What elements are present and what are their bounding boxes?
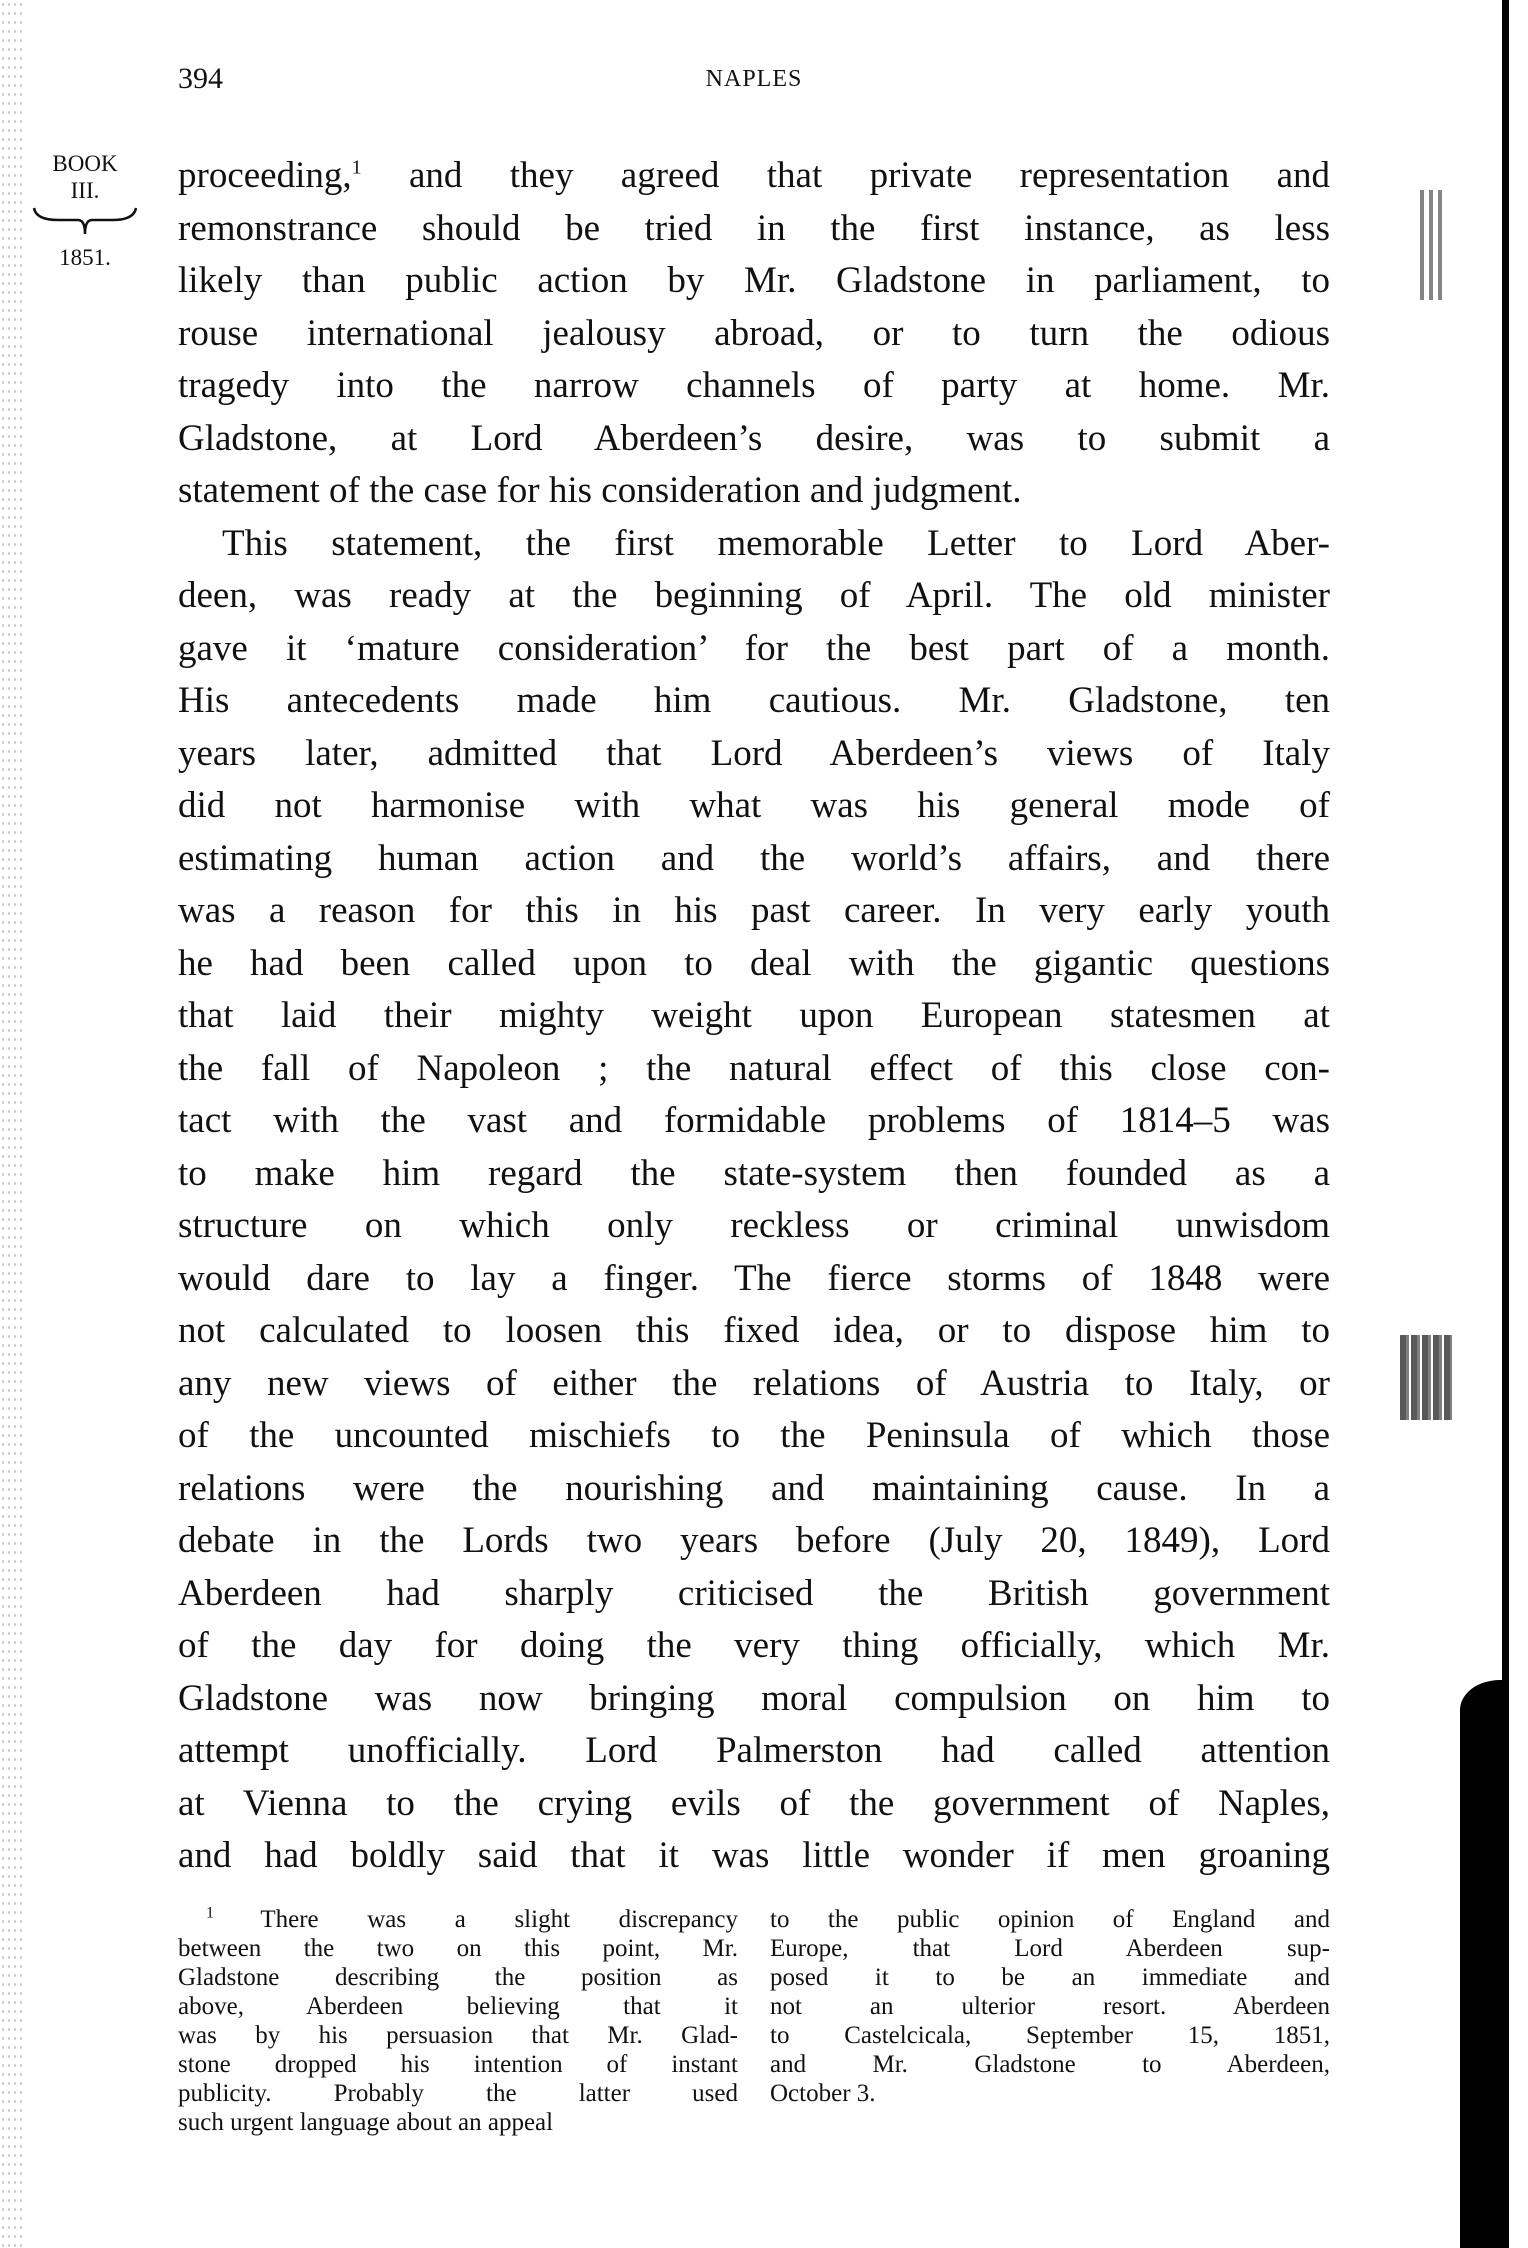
footnote-line: between the two on this point, Mr. xyxy=(178,1935,738,1962)
text-line: Gladstone, at Lord Aberdeen’s desire, was to submit a xyxy=(178,417,1330,459)
text-line: of the day for doing the very thing officially, which Mr. xyxy=(178,1625,1330,1666)
text-line: statement of the case for his consideration and judgment. xyxy=(178,470,1022,511)
text-line: remonstrance should be tried in the first instance, as less xyxy=(178,207,1330,249)
paragraph xyxy=(178,518,1330,1883)
text-line: relations were the nourishing and maintaining cause. In a xyxy=(178,1467,1330,1509)
body-text xyxy=(178,150,1330,1883)
footnote-column-right xyxy=(770,1905,1330,2108)
scan-artifact xyxy=(1400,1335,1452,1420)
text-line: did not harmonise with what was his general mode of xyxy=(178,785,1330,826)
text-line: at Vienna to the crying evils of the government of Naples, xyxy=(178,1782,1330,1824)
brace-icon xyxy=(30,204,140,238)
footnote-line: not an ulterior resort. Aberdeen xyxy=(770,1993,1330,2020)
paragraph xyxy=(178,150,1330,518)
text-line: years later, admitted that Lord Aberdeen’s views of Italy xyxy=(178,732,1330,774)
footnote-line: stone dropped his intention of instant xyxy=(178,2051,738,2078)
text-line: gave it ‘mature consideration’ for the best part of a month. xyxy=(178,627,1330,669)
text-line: debate in the Lords two years before (July 20, 1849), Lord xyxy=(178,1520,1330,1561)
scan-edge-speckle xyxy=(0,0,22,2248)
text-line: Gladstone was now bringing moral compulsion on him to xyxy=(178,1677,1330,1719)
text-line: deen, was ready at the beginning of April. The old minister xyxy=(178,575,1330,616)
text-line: of the uncounted mischiefs to the Peninsula of which those xyxy=(178,1415,1330,1456)
footnote-line: was by his persuasion that Mr. Glad- xyxy=(178,2022,738,2049)
text-line: rouse international jealousy abroad, or to turn the odious xyxy=(178,312,1330,354)
footnote-line xyxy=(178,1905,738,1934)
text-line: that laid their mighty weight upon European statesmen at xyxy=(178,995,1330,1036)
scan-artifact xyxy=(1460,1680,1508,2248)
text-line: attempt unofficially. Lord Palmerston had called attention xyxy=(178,1730,1330,1771)
footnote-line: and Mr. Gladstone to Aberdeen, xyxy=(770,2051,1330,2078)
text-line: Aberdeen had sharply criticised the British government xyxy=(178,1572,1330,1614)
text-line: not calculated to loosen this fixed idea, or to dispose him to xyxy=(178,1310,1330,1351)
footnote-line: publicity. Probably the latter used xyxy=(178,2080,738,2107)
footnote-line: such urgent language about an appeal xyxy=(178,2109,554,2136)
text-line: he had been called upon to deal with the gigantic questions xyxy=(178,942,1330,984)
page-number: 394 xyxy=(178,62,223,95)
text-line: would dare to lay a finger. The fierce storms of 1848 were xyxy=(178,1257,1330,1299)
text-line: to make him regard the state-system then founded as a xyxy=(178,1152,1330,1194)
text-line: tact with the vast and formidable problems of 1814–5 was xyxy=(178,1100,1330,1141)
running-title: NAPLES xyxy=(705,66,803,92)
footnote-line: above, Aberdeen believing that it xyxy=(178,1993,738,2020)
footnote-line: October 3. xyxy=(770,2080,876,2107)
running-head xyxy=(178,62,1330,102)
text-line: any new views of either the relations of Austria to Italy, or xyxy=(178,1362,1330,1404)
margin-volume-label: III. xyxy=(70,178,100,203)
scan-artifact xyxy=(1420,190,1442,300)
footnote-line: posed it to be an immediate and xyxy=(770,1964,1330,1991)
footnote-line: Gladstone describing the position as xyxy=(178,1964,738,1991)
margin-year-label: 1851. xyxy=(59,245,111,270)
text-line: structure on which only reckless or criminal unwisdom xyxy=(178,1205,1330,1246)
footnote-line: to Castelcicala, September 15, 1851, xyxy=(770,2022,1330,2049)
text-line: the fall of Napoleon ; the natural effect of this close con- xyxy=(178,1047,1330,1089)
footnote-line: Europe, that Lord Aberdeen sup- xyxy=(770,1935,1330,1962)
footnote-reference[interactable]: 1 xyxy=(351,156,362,179)
footnote-line: to the public opinion of England and xyxy=(770,1906,1330,1933)
text-line: This statement, the first memorable Letter to Lord Aber- xyxy=(222,522,1330,564)
text-fragment: and they agreed that private representation and xyxy=(361,155,1330,196)
margin-book-label: BOOK xyxy=(52,151,118,176)
text-fragment: There was a slight discrepancy xyxy=(260,1906,738,1933)
footnote-column-left xyxy=(178,1905,738,2137)
text-line: estimating human action and the world’s affairs, and there xyxy=(178,837,1330,879)
text-fragment: proceeding, xyxy=(178,155,352,196)
footnote-marker: 1 xyxy=(206,1904,261,1922)
text-line: was a reason for this in his past career. In very early youth xyxy=(178,890,1330,931)
margin-note xyxy=(20,150,150,271)
text-line: tragedy into the narrow channels of party at home. Mr. xyxy=(178,365,1330,406)
text-line: and had boldly said that it was little wonder if men groaning xyxy=(178,1835,1330,1876)
text-line: likely than public action by Mr. Gladstone in parliament, to xyxy=(178,260,1330,301)
text-line: His antecedents made him cautious. Mr. Gladstone, ten xyxy=(178,680,1330,721)
text-line xyxy=(178,150,1330,203)
